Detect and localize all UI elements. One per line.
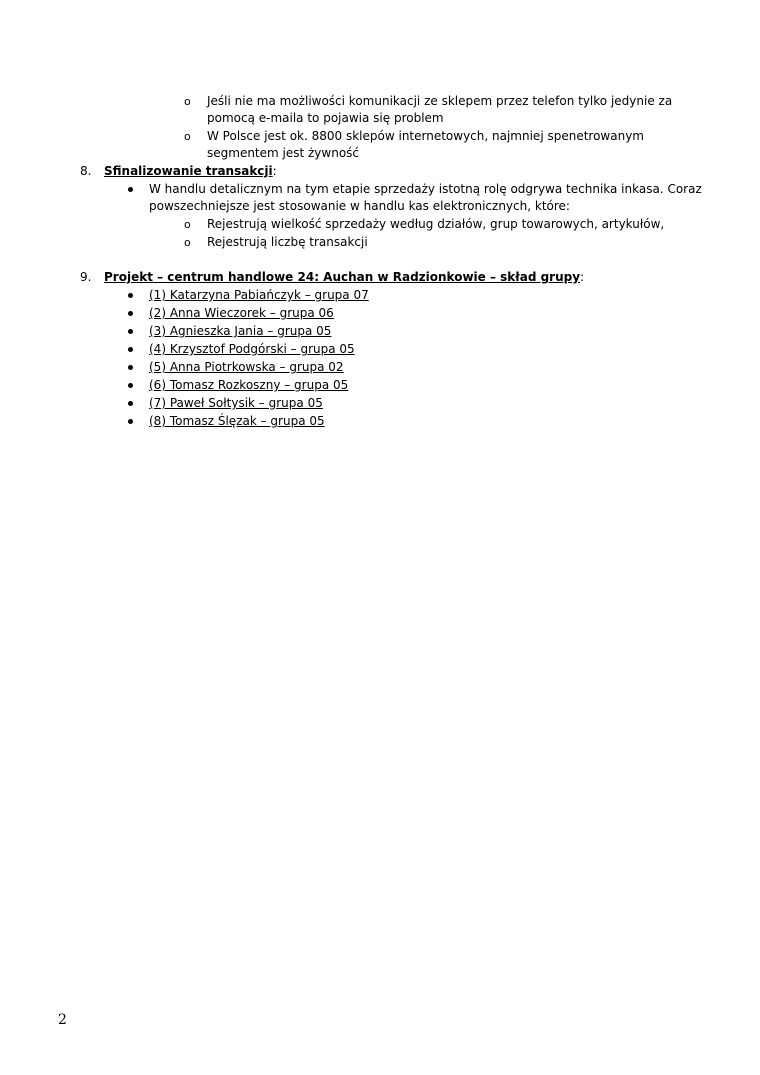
page-number: 2 <box>58 1012 67 1028</box>
bullet-text: W handlu detalicznym na tym etapie sprzedaży istotną rolę odgrywa technika inkasa. Coraz <box>149 182 702 196</box>
section-title: Sfinalizowanie transakcji <box>104 164 273 178</box>
section-title: Projekt – centrum handlowe 24: Auchan w Radzionkowie – skład grupy <box>104 270 581 284</box>
group-member: (3) Agnieszka Jania – grupa 05 <box>149 324 332 338</box>
subitem-text: Rejestrują wielkość sprzedaży według działów, grup towarowych, artykułów, <box>207 217 665 231</box>
subitem-text: Jeśli nie ma możliwości komunikacji ze sklepem przez telefon tylko jedynie za <box>207 94 673 108</box>
title-suffix: : <box>272 164 277 178</box>
sub-bullet-marker: o <box>184 218 191 231</box>
subitem-text: Rejestrują liczbę transakcji <box>207 235 368 249</box>
sub-bullet-marker: o <box>184 130 191 143</box>
bullet-marker <box>128 311 133 316</box>
bullet-marker <box>128 419 133 424</box>
group-member: (4) Krzysztof Podgórski – grupa 05 <box>149 342 355 356</box>
group-member: (8) Tomasz Ślęzak – grupa 05 <box>149 414 325 428</box>
subitem-text: W Polsce jest ok. 8800 sklepów internetowych, najmniej spenetrowanym <box>207 129 644 143</box>
section-number: 8. <box>80 164 92 178</box>
bullet-marker <box>128 347 133 352</box>
bullet-marker <box>128 401 133 406</box>
section-heading <box>104 269 584 286</box>
sub-bullet-marker: o <box>184 95 191 108</box>
bullet-marker <box>128 187 133 192</box>
bullet-text: powszechniejsze jest stosowanie w handlu kas elektronicznych, które: <box>149 199 570 213</box>
group-member: (7) Paweł Sołtysik – grupa 05 <box>149 396 323 410</box>
group-member: (6) Tomasz Rozkoszny – grupa 05 <box>149 378 349 392</box>
subitem-text: segmentem jest żywność <box>207 146 360 160</box>
section-heading <box>104 163 277 180</box>
group-member: (5) Anna Piotrkowska – grupa 02 <box>149 360 344 374</box>
bullet-marker <box>128 329 133 334</box>
sub-bullet-marker: o <box>184 236 191 249</box>
bullet-marker <box>128 365 133 370</box>
bullet-marker <box>128 293 133 298</box>
group-member: (2) Anna Wieczorek – grupa 06 <box>149 306 334 320</box>
bullet-marker <box>128 383 133 388</box>
group-member: (1) Katarzyna Pabiańczyk – grupa 07 <box>149 288 369 302</box>
title-suffix: : <box>580 270 585 284</box>
section-number: 9. <box>80 270 92 284</box>
subitem-text: pomocą e-maila to pojawia się problem <box>207 111 444 125</box>
